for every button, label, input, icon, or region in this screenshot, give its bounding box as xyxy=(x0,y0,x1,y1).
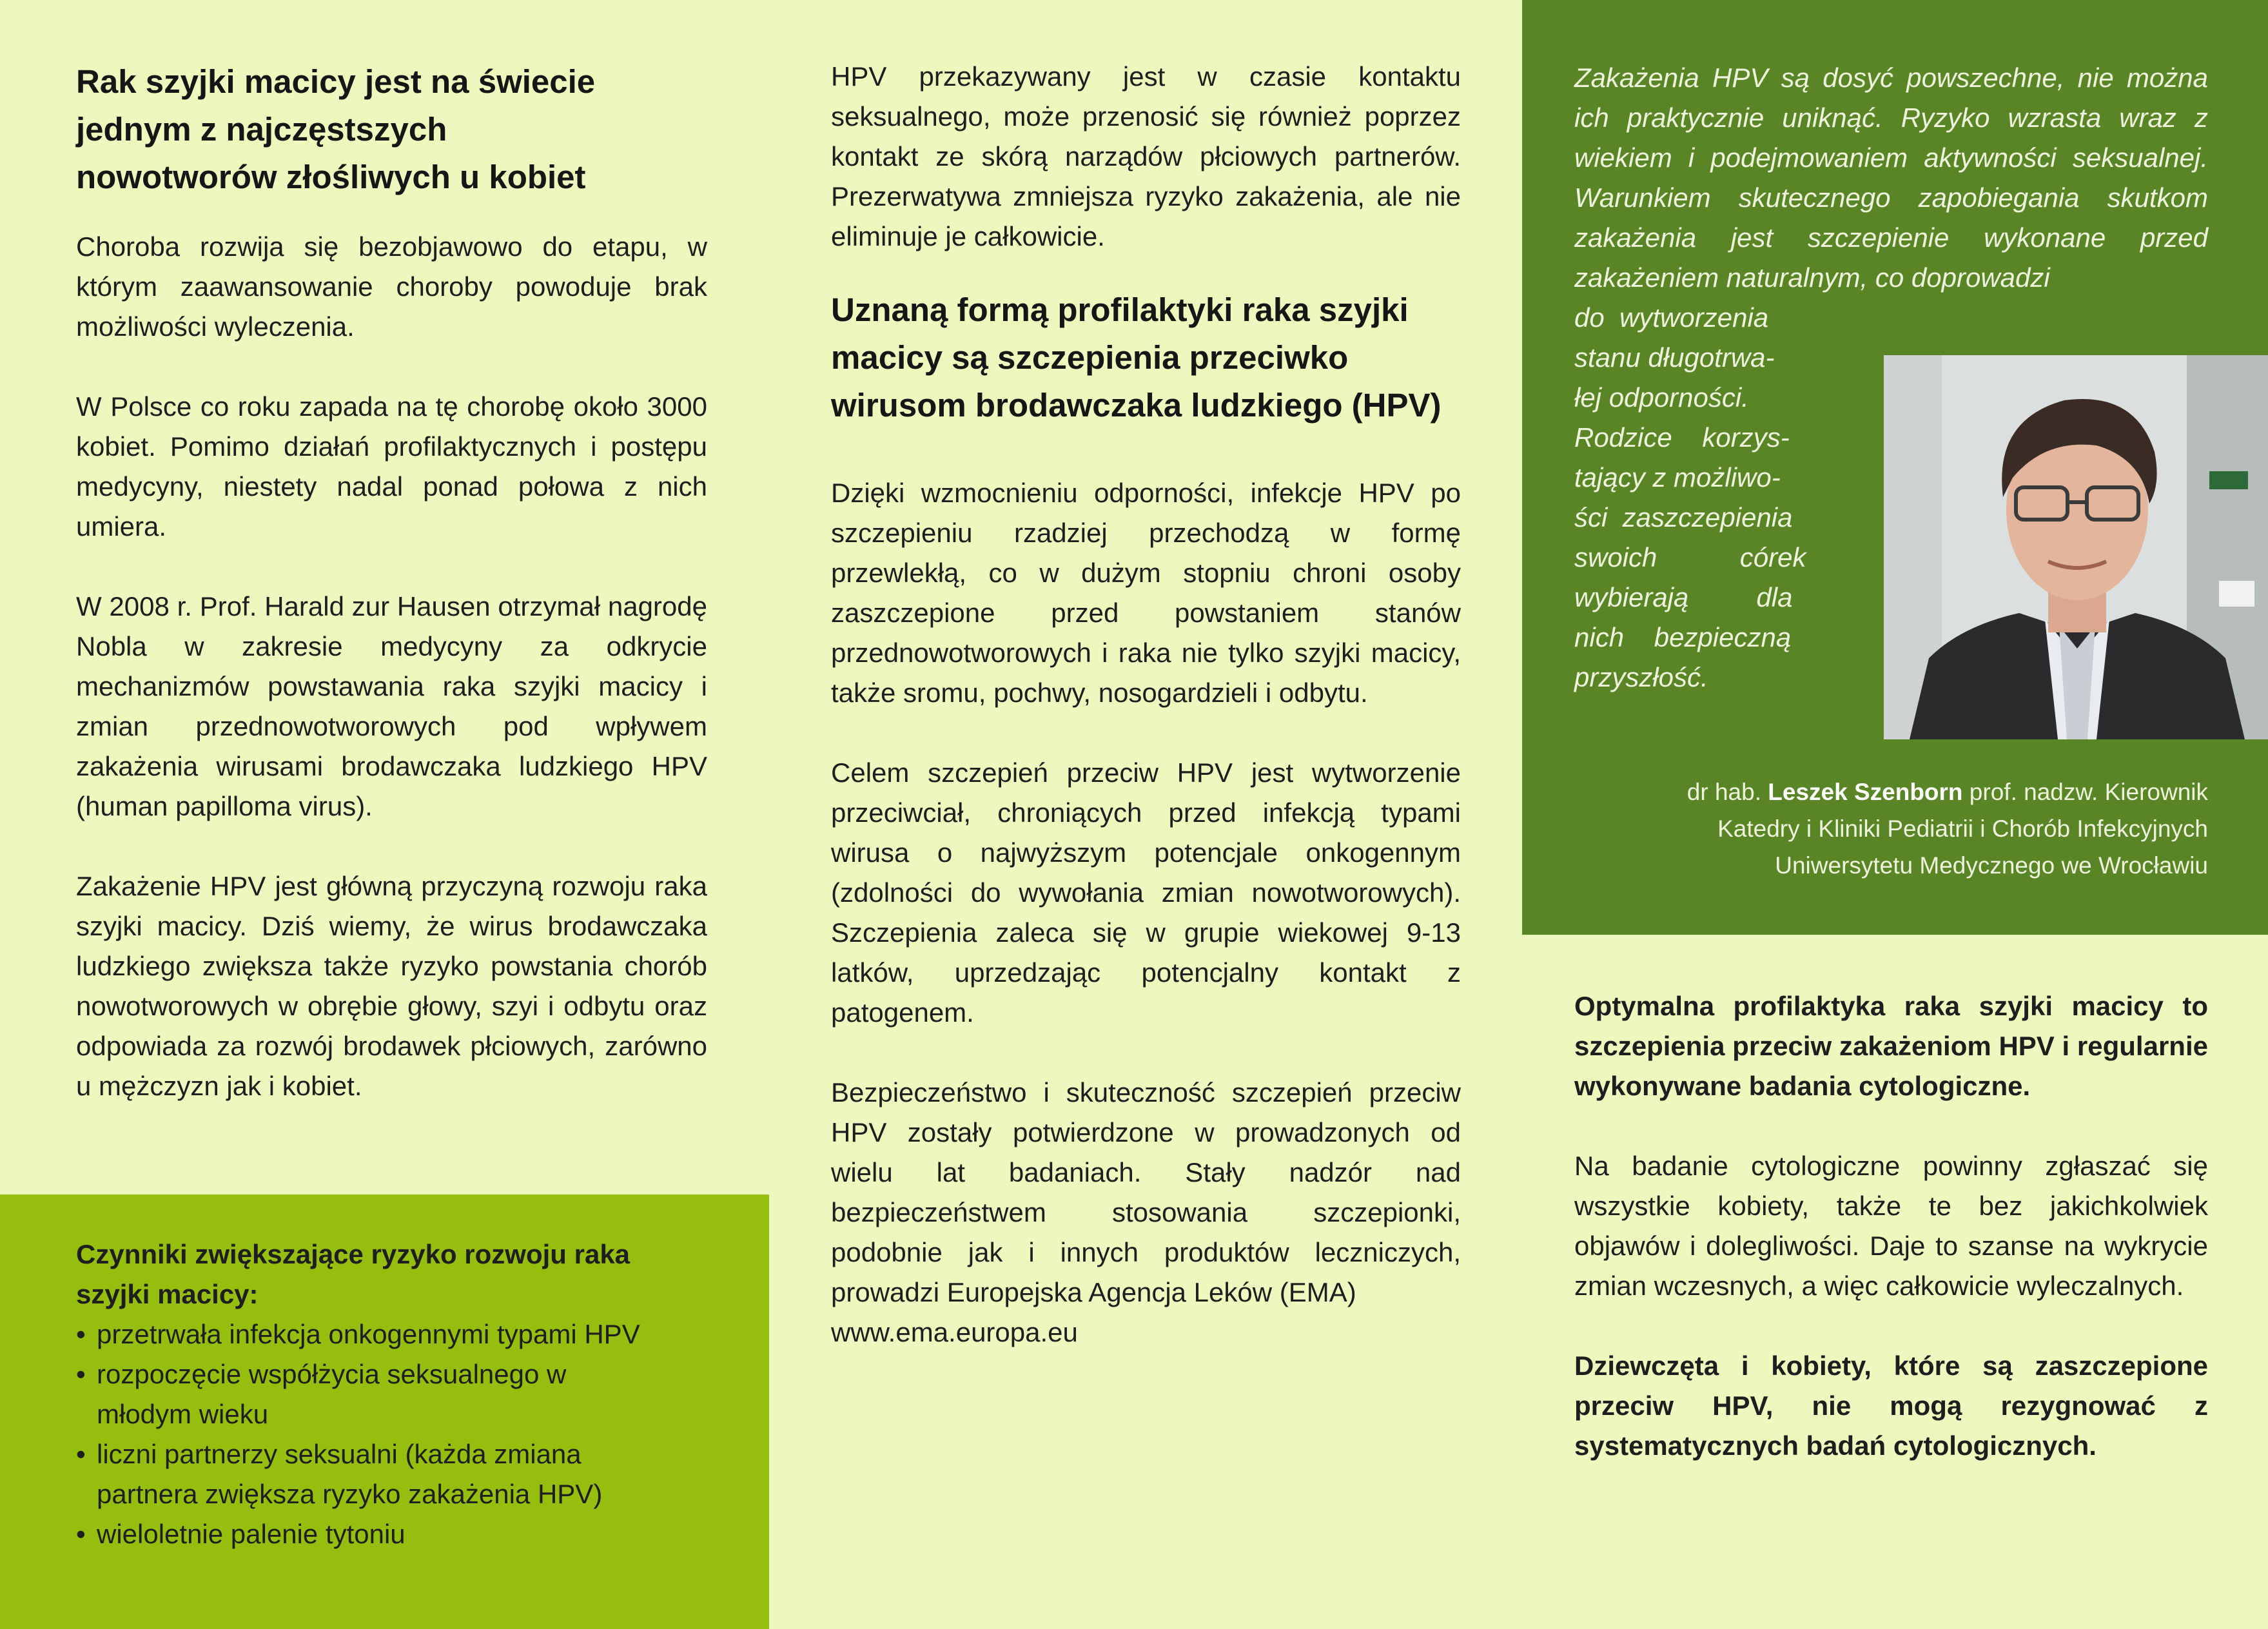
risk-factors-box xyxy=(0,1195,769,1629)
paragraph: W Polsce co roku zapada na tę chorobę około 3000 kobiet. Pomimo działań profilaktycznych i postępu medycyny, niestety nadal ponad połowa z nich umiera. xyxy=(76,391,707,541)
column-3 xyxy=(1522,935,2268,1629)
paragraph: W 2008 r. Prof. Harald zur Hausen otrzymał nagrodę Nobla w zakresie medycyny za odkrycie mechanizmów powstawania raka szyjki macicy i zmian przednowotworowych pod wpływem zakażenia wirusami brodawczaka ludzkiego HPV (human papilloma virus). xyxy=(76,591,707,821)
bullet-icon: • xyxy=(76,1519,86,1549)
quote-text-narrow: do wytworzenia stanu długotrwa- łej odporności. Rodzice korzys- tający z możliwo- ści zaszczepienia swoich córek wybierają dla nich bezpieczną przyszłość. xyxy=(1574,302,1806,692)
paragraph: Na badanie cytologiczne powinny zgłaszać się wszystkie kobiety, także te bez jakichkolwiek objawów i dolegliwości. Daje to szanse na wykrycie zmian wczesnych, a więc całkowicie wyleczalnych. xyxy=(1574,1151,2208,1301)
list-item: • rozpoczęcie współżycia seksualnego w młodym wieku xyxy=(76,1354,625,1434)
doctor-name: Leszek Szenborn xyxy=(1768,779,1963,805)
portrait-illustration xyxy=(1884,355,2268,739)
paragraph: Bezpieczeństwo i skuteczność szczepień przeciw HPV zostały potwierdzone w prowadzonych od wielu lat badaniach. Stały nadzór nad bezpieczeństwem stosowania szczepionki, podobnie jak i innych produktów leczniczych, prowadzi Europejska Agencja Leków (EMA) xyxy=(831,1077,1461,1307)
paragraph: Zakażenie HPV jest główną przyczyną rozwoju raka szyjki macicy. Dziś wiemy, że wirus brodawczaka ludzkiego zwiększa także ryzyko powstania chorób nowotworowych w obrębie głowy, szyi i odbytu oraz odpowiada za rozwój brodawek płciowych, zarówno u mężczyzn jak i kobiet. xyxy=(76,871,707,1101)
quote-text: Zakażenia HPV są dosyć powszechne, nie można ich praktycznie uniknąć. Ryzyko wzrasta wraz z wiekiem i podejmowaniem aktywności seksualnej. Warunkiem skutecznego zapobiegania skutkom zakażenia jest szczepienie wykonane przed zakażeniem naturalnym, co doprowadzi xyxy=(1574,63,2208,293)
bullet-icon: • xyxy=(76,1319,86,1349)
bold-statement: Optymalna profilaktyka raka szyjki macicy to szczepienia przeciw zakażeniom HPV i regularnie wykonywane badania cytologiczne. xyxy=(1574,991,2208,1101)
intro-paragraph: HPV przekazywany jest w czasie kontaktu seksualnego, może przenosić się również poprzez kontakt ze skórą narządów płciowych partnerów. Prezerwatywa zmniejsza ryzyko zakażenia, ale nie eliminuje je całkowicie. xyxy=(831,61,1461,251)
paragraph: Celem szczepień przeciw HPV jest wytworzenie przeciwciał, chroniących przed infekcją typami wirusa o najwyższym potencjale onkogennym (zdolności do wywołania zmian nowotworowych). Szczepienia zaleca się w grupie wiekowej 9-13 latków, uprzedzając potencjalny kontakt z patogenem. xyxy=(831,757,1461,1028)
column-2 xyxy=(769,0,1522,1629)
ema-link[interactable]: www.ema.europa.eu xyxy=(831,1317,1078,1347)
list-item: • liczni partnerzy seksualni (każda zmiana partnera zwiększa ryzyko zakażenia HPV) xyxy=(76,1434,677,1514)
bullet-icon: • xyxy=(76,1439,86,1469)
paragraph: Dzięki wzmocnieniu odporności, infekcje HPV po szczepieniu rzadziej przechodzą w formę przewlekłą, co w dużym stopniu chroni osoby zaszczepione przed powstaniem stanów przednowotworowych i raka nie tylko szyjki macicy, także sromu, pochwy, nosogardzieli i odbytu. xyxy=(831,478,1461,708)
main-heading: Rak szyjki macicy jest na świecie jednym z najczęstszych nowotworów złośliwych u kobiet xyxy=(76,63,596,195)
paragraph: Choroba rozwija się bezobjawowo do etapu, w którym zaawansowanie choroby powoduje brak możliwości wyleczenia. xyxy=(76,231,707,342)
list-item: • wieloletnie palenie tytoniu xyxy=(76,1514,707,1554)
section-heading: Uznaną formą profilaktyki raka szyjki macicy są szczepienia przeciwko wirusom brodawczaka ludzkiego (HPV) xyxy=(831,291,1442,424)
bold-statement: Dziewczęta i kobiety, które są zaszczepione przeciw HPV, nie mogą rezygnować z systematycznych badań cytologicznych. xyxy=(1574,1351,2208,1461)
column-1 xyxy=(0,0,769,1195)
bullet-icon: • xyxy=(76,1359,86,1389)
portrait-caption: dr hab. Leszek Szenborn prof. nadzw. Kierownik Katedry i Kliniki Pediatrii i Chorób Infekcyjnych Uniwersytetu Medycznego we Wrocławiu xyxy=(1686,779,2208,879)
doctor-portrait xyxy=(1884,355,2268,739)
risk-factors-title: Czynniki zwiększające ryzyko rozwoju raka szyjki macicy: xyxy=(76,1239,631,1309)
list-item: • przetrwała infekcja onkogennymi typami HPV xyxy=(76,1314,707,1354)
risk-factors-list xyxy=(76,1314,707,1554)
